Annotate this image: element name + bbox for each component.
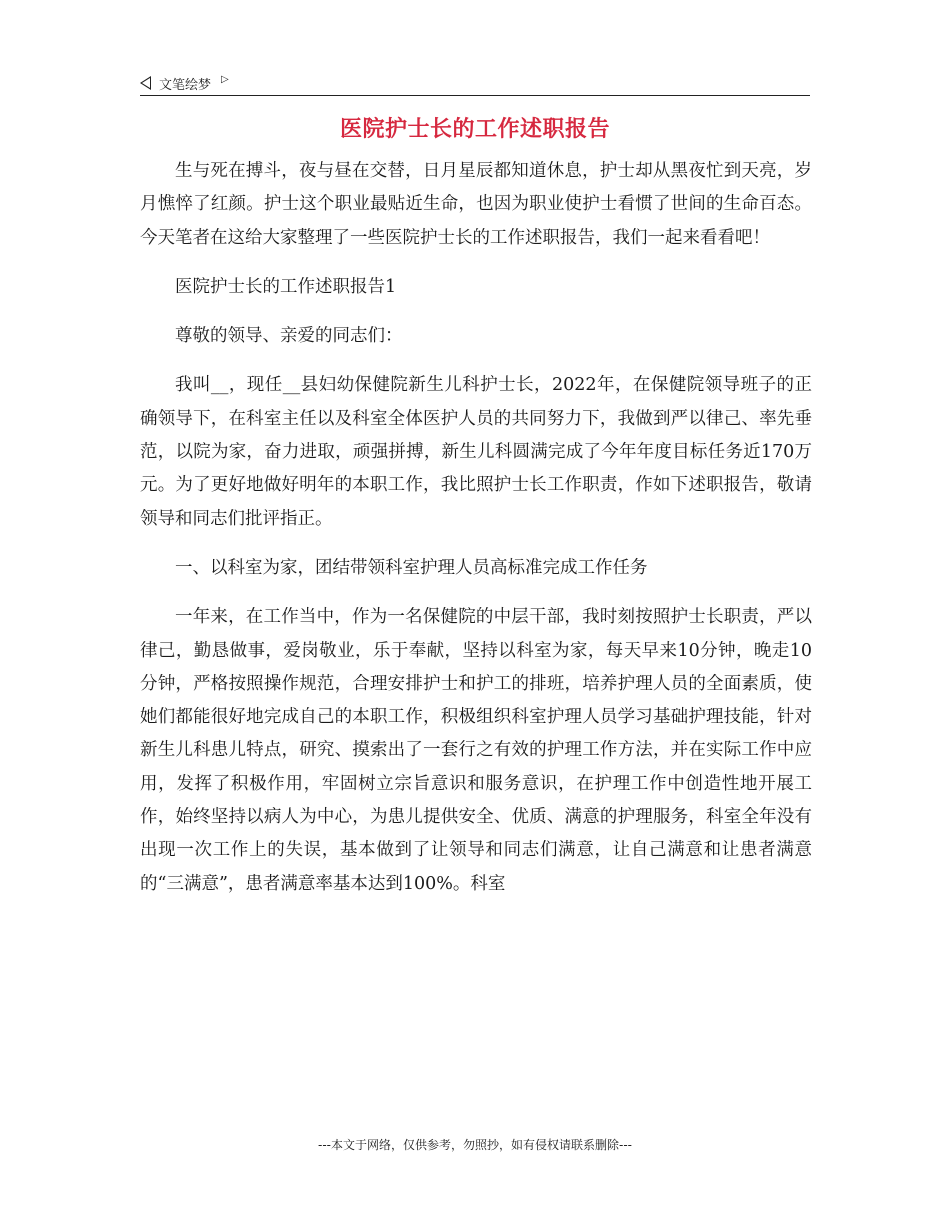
triangle-right-icon: ▷ [221, 73, 229, 85]
intro-paragraph: 生与死在搏斗，夜与昼在交替，日月星辰都知道休息，护士却从黑夜忙到天亮，岁月憔悴了红颜。护士这个职业最贴近生命，也因为职业使护士看惯了世间的生命百态。今天笔者在这给大家整理了一些医院护士长的工作述职报告，我们一起来看看吧！ [140, 161, 812, 248]
document-header [140, 72, 810, 94]
body-paragraph: 我叫__，现任__县妇幼保健院新生儿科护士长，2022年，在保健院领导班子的正确领导下，在科室主任以及科室全体医护人员的共同努力下，我做到严以律己、率先垂范，以院为家，奋力进取，顽强拼搏，新生儿科圆满完成了今年年度目标任务近170万元。为了更好地做好明年的本职工作，我比照护士长工作职责，作如下述职报告，敬请领导和同志们批评指正。 [140, 375, 812, 529]
header-divider [140, 95, 810, 96]
subsection-heading: 一、以科室为家，团结带领科室护理人员高标准完成工作任务 [175, 557, 648, 578]
document-body [140, 155, 812, 917]
header-brand: 文笔绘梦 [159, 77, 212, 93]
triangle-left-icon [140, 76, 151, 90]
document-footer: ---本文于网络，仅供参考，勿照抄，如有侵权请联系删除--- [318, 1138, 632, 1152]
salutation: 尊敬的领导、亲爱的同志们： [175, 326, 403, 347]
document-title: 医院护士长的工作述职报告 [339, 117, 610, 142]
body-paragraph: 一年来，在工作当中，作为一名保健院的中层干部，我时刻按照护士长职责，严以律己，勤恳做事，爱岗敬业，乐于奉献，坚持以科室为家，每天早来10分钟，晚走10分钟，严格按照操作规范，合理安排护士和护工的排班，培养护理人员的全面素质，使她们都能很好地完成自己的本职工作，积极组织科室护理人员学习基础护理技能，针对新生儿科患儿特点，研究、摸索出了一套行之有效的护理工作方法，并在实际工作中应用，发挥了积极作用，牢固树立宗旨意识和服务意识，在护理工作中创造性地开展工作，始终坚持以病人为中心，为患儿提供安全、优质、满意的护理服务，科室全年没有出现一次工作上的失误，基本做到了让领导和同志们满意，让自己满意和让患者满意的“三满意”，患者满意率基本达到100%。科室 [140, 607, 812, 894]
section-title: 医院护士长的工作述职报告1 [175, 276, 397, 297]
